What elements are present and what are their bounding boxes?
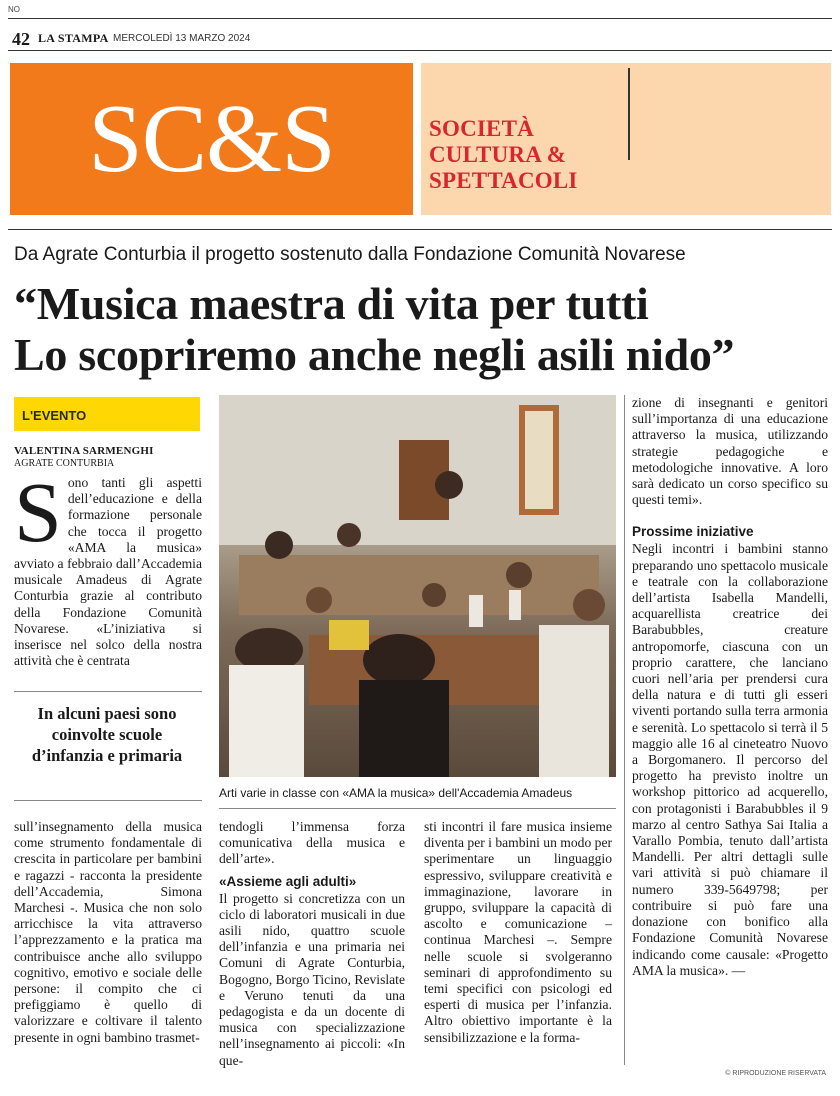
issue-date: MERCOLEDÌ 13 MARZO 2024	[113, 33, 251, 44]
lead-text: ono tanti gli aspetti dell’educazione e della formazione personale che tocca il progetto «AMA la musica» avviato a febbraio dall’Accademia musicale Amadeus di Agrate Conturbia grazie al contributo della Fondazione Comunità Novarese. «L’iniziativa si inserisce nel solco della nostra attività che è centrata	[14, 475, 202, 669]
newspaper-name: LA STAMPA	[38, 31, 109, 45]
column-4-body: Negli incontri i bambini stanno preparando uno spettacolo musicale e teatrale con la collaborazione dell’artista Isabella Mandelli, acquarellista creatrice dei Barabubbles, creature antropomorfe, ciascuna con un proprio carattere, che lanciano cuori nell’aria per prendersi cura della natura e di tutti gli esseri viventi portando sulla terra armonia e serenità. Lo spettacolo si terrà il 5 maggio alle 16 al cineteatro Nuovo a Borgomanero. Il percorso del progetto ha previsto inoltre un workshop pittorico ad acquerello, con protagonisti i Barabubbles il 9 marzo al centro Sathya Sai Italia a Varallo Pombia, tenuto dall’artista Mandelli. Per altri dettagli sulle vari attività si può chiamare il numero 339-5649798; per contribuire si può fare una donazione con bonifico alla Fondazione Comunità Novarese indicando come causale: «Progetto AMA la musica». —	[632, 541, 828, 978]
photo-caption: Arti varie in classe con «AMA la musica» dell'Accademia Amadeus	[219, 786, 573, 800]
rights-notice: © RIPRODUZIONE RISERVATA	[725, 1070, 826, 1077]
column-1-lead	[14, 464, 202, 669]
header-rule	[8, 50, 832, 51]
event-label-text: L'EVENTO	[22, 408, 87, 423]
author-byline: VALENTINA SARMENGHI	[14, 445, 154, 457]
section-name-line: SOCIETÀ	[429, 116, 534, 141]
section-logo: SC&S	[10, 63, 413, 215]
column-3: sti incontri il fare musica insieme diventa per i bambini un modo per sperimentare un linguaggio espressivo, sviluppare creatività e immaginazione, lavorare in gruppo, sviluppare la capacità di ascolto e comunicazione – continua Marchesi –. Sempre nelle scuole si svolgeranno seminari di approfondimento su temi specifici con psicologi ed esperti di musica per l’infanzia. Altro obiettivo importante è la sensibilizzazione e la forma-	[424, 819, 613, 1045]
section-panel	[421, 63, 831, 215]
section-name	[429, 116, 578, 194]
column-1-bottom: sull’insegnamento della musica come strumento fondamentale di crescita in particolare per bambini e ragazzi - racconta la presidente dell’Accademia, Simona Marchesi -. Musica che non solo arricchisce la vita attraverso l’apprezzamento e la pratica ma contribuisce anche allo sviluppo cognitivo, emotivo e sociale delle persone: il compito che ci prefiggiamo è quello di valorizzare e coltivare il talento presente in ogni bambino trasmet-	[14, 819, 202, 1045]
column-4	[632, 395, 828, 979]
article-headline	[14, 278, 834, 380]
section-name-line: SPETTACOLI	[429, 168, 578, 193]
column-2-intro: tendogli l’immensa forza comunicativa della musica e dell’arte».	[219, 819, 405, 867]
dateline-place: AGRATE CONTURBIA	[14, 458, 115, 469]
band-rule	[8, 229, 832, 230]
page-number: 42	[12, 29, 30, 49]
column-4-top: zione di insegnanti e genitori sull’importanza di una educazione attraverso la musica, utilizzando strategie pedagogiche e metodologiche innovative. A loro sarà dedicato un corso specifico su questi temi».	[632, 395, 828, 508]
top-rule	[8, 18, 832, 19]
event-label	[14, 397, 200, 431]
article-photo	[219, 395, 616, 777]
drop-cap: S	[14, 464, 62, 560]
page-corner-code: NO	[8, 5, 20, 14]
section-name-line: CULTURA &	[429, 142, 567, 167]
section-divider	[628, 68, 630, 160]
column-divider	[624, 395, 625, 1065]
article-kicker: Da Agrate Conturbia il progetto sostenuto dalla Fondazione Comunità Novarese	[14, 244, 686, 265]
column-2-body: Il progetto si concretizza con un ciclo di laboratori musicali in due asili nido, quattro scuole dell’infanzia e una primaria nei Comuni di Agrate Conturbia, Bogogno, Borgo Ticino, Revislate e Veruno tenuti da una pedagogista e da un docente di musica con specializzazione nell’insegnamento ai piccoli: «In que-	[219, 890, 405, 1068]
quote-rule-top	[14, 691, 202, 692]
caption-rule	[219, 808, 616, 809]
headline-line: Lo scopriremo anche negli asili nido”	[14, 329, 735, 380]
pull-quote: In alcuni paesi sono coinvolte scuole d’infanzia e primaria	[31, 704, 183, 765]
headline-line: “Musica maestra di vita per tutti	[14, 278, 649, 329]
subheading-next-initiatives: Prossime iniziative	[632, 524, 754, 540]
column-2	[219, 819, 405, 1069]
subheading-adults: «Assieme agli adulti»	[219, 873, 357, 889]
classroom-photo-illustration	[219, 395, 616, 777]
quote-rule-bottom	[14, 800, 202, 801]
